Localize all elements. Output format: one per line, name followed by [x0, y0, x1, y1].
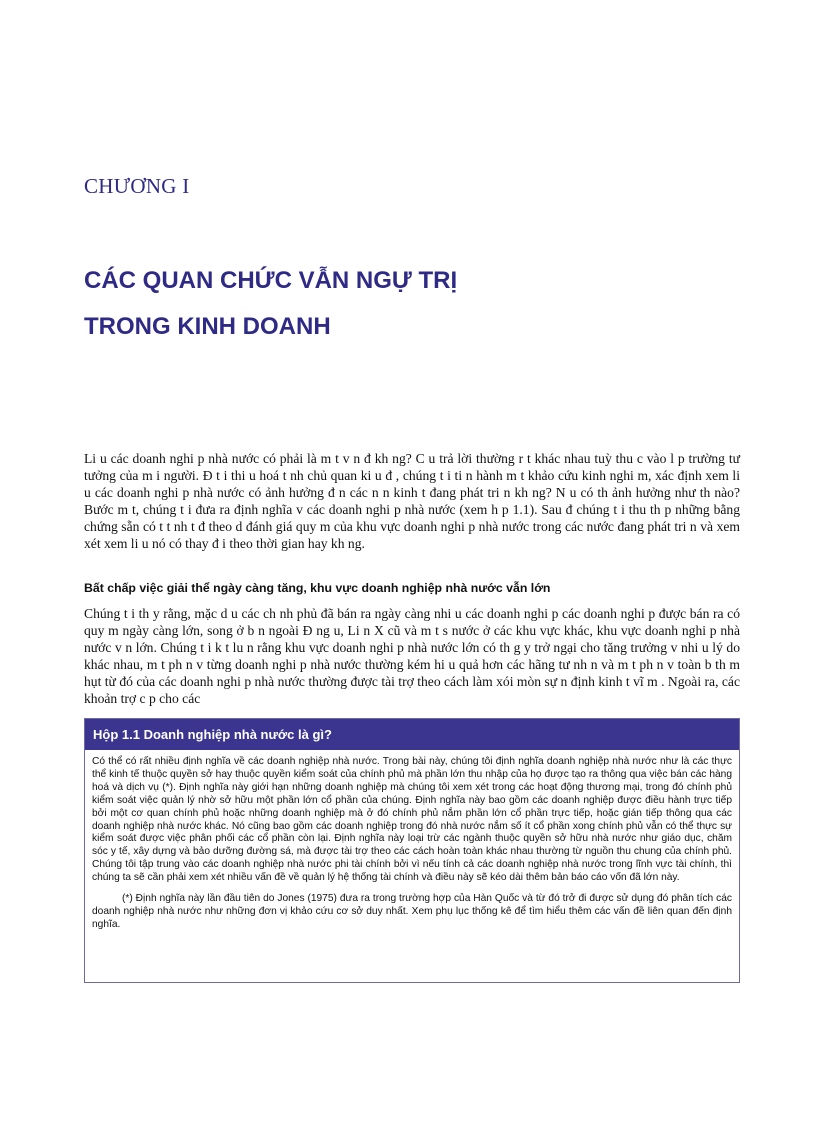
chapter-title-line-1: CÁC QUAN CHỨC VẪN NGỰ TRỊ — [84, 267, 458, 294]
info-box-title: Hộp 1.1 Doanh nghiệp nhà nước là gì? — [85, 719, 739, 750]
info-box — [84, 718, 740, 983]
info-box-paragraph-1: Có thể có rất nhiều định nghĩa về các doanh nghiệp nhà nước. Trong bài này, chúng tôi định nghĩa doanh nghiệp nhà nước như là các thực thể kinh tế thuộc quyền sở hay thuộc quyền kiểm soát của chính phủ mà phần lớn thu nhập của họ được tạo ra thông qua việc bán các hàng hoá và dịch vụ (*). Định nghĩa này giới hạn những doanh nghiệp mà chúng tôi xem xét trong các hoạt động thương mại, trong đó chính phủ kiểm soát việc quản lý nhờ sở hữu một phần lớn cổ phần của chúng. Định nghĩa này bao gồm các doanh nghiệp được điều hành trực tiếp bởi một cơ quan chính phủ hoặc những doanh nghiệp mà ở đó chính phủ nắm phần lớn cổ phần trực tiếp, hoặc gián tiếp thông qua các doanh nghiệp nhà nước khác. Nó cũng bao gồm các doanh nghiệp trong đó nhà nước nắm số ít cổ phần xong chính phủ vẫn có thể thực sự kiểm soát được việc phân phối các cổ phần còn lại. Định nghĩa này loại trừ các ngành thuộc quyền sở hữu nhà nước như giáo dục, chăm sóc y tế, xây dựng và bảo dưỡng đường sá, mà được tài trợ theo các cách hoàn toàn khác nhau thường từ nguồn thu chung của chính phủ. Chúng tôi tập trung vào các doanh nghiệp nhà nước phi tài chính bởi vì nếu tính cả các doanh nghiệp nhà nước trong lĩnh vực tài chính, thì chúng ta sẽ cần phải xem xét nhiều vấn đề về quản lý hệ thống tài chính và điều này sẽ kéo dài thêm bản báo cáo vốn đã lớn này. — [92, 756, 732, 884]
chapter-title — [84, 258, 744, 350]
chapter-title-line-2: TRONG KINH DOANH — [84, 313, 331, 340]
section-heading: Bất chấp việc giải thể ngày càng tăng, khu vực doanh nghiệp nhà nước vẫn lớn — [84, 581, 551, 595]
chapter-label: CHƯƠNG I — [84, 174, 190, 198]
intro-paragraph: Li u các doanh nghi p nhà nước có phải là m t v n đ kh ng? C u trả lời thường r t khác nhau tuỳ thu c vào l p trường tư tưởng của m i người. Đ t i thi u hoá t nh chủ quan ki u đ , chúng t i ti n hành m t khảo cứu kinh nghi m, xác định xem li u các doanh nghi p nhà nước có ảnh hưởng đ n các n n kinh t đang phát tri n kh ng? N u có th ảnh hưởng như th nào? Bước m t, chúng t i đưa ra định nghĩa v các doanh nghi p nhà nước (xem h p 1.1). Sau đ chúng t i thu th p những bằng chứng sẵn có t t nh t đ theo d đánh giá quy m của khu vực doanh nghi p nhà nước trong các nước đang phát tri n và xem xét xem li u nó có thay đ i theo thời gian hay kh ng. — [84, 451, 740, 552]
info-box-footnote: (*) Định nghĩa này lần đầu tiên do Jones (1975) đưa ra trong trường hợp của Hàn Quốc và từ đó trở đi được sử dụng đó phân tích các doanh nghiệp nhà nước như những đơn vị khảo cứu cơ sở duy nhất. Xem phụ lục thống kê để tìm hiểu thêm các vấn đề liên quan đến định nghĩa. — [92, 893, 732, 930]
section-paragraph: Chúng t i th y rằng, mặc d u các ch nh phủ đã bán ra ngày càng nhi u các doanh nghi p các doanh nghi p được bán ra có quy m ngày càng lớn, song ở b n ngoài Đ ng u, Li n X cũ và m t s nước ở các khu vực khác, khu vực doanh nghi p nhà nước v n lớn. Chúng t i k t lu n rằng khu vực doanh nghi p nhà nước lớn có th g y trở ngại cho tăng trưởng v nhi u lý do khác nhau, m t ph n v từng doanh nghi p nhà nước thường kém hi u quả hơn các hãng tư nh n và m t ph n v toàn b th m hụt từ đó của các doanh nghi p nhà nước thường được tài trợ theo cách làm xói mòn sự n định kinh t vĩ m . Ngoài ra, các khoản trợ c p cho các — [84, 606, 740, 707]
